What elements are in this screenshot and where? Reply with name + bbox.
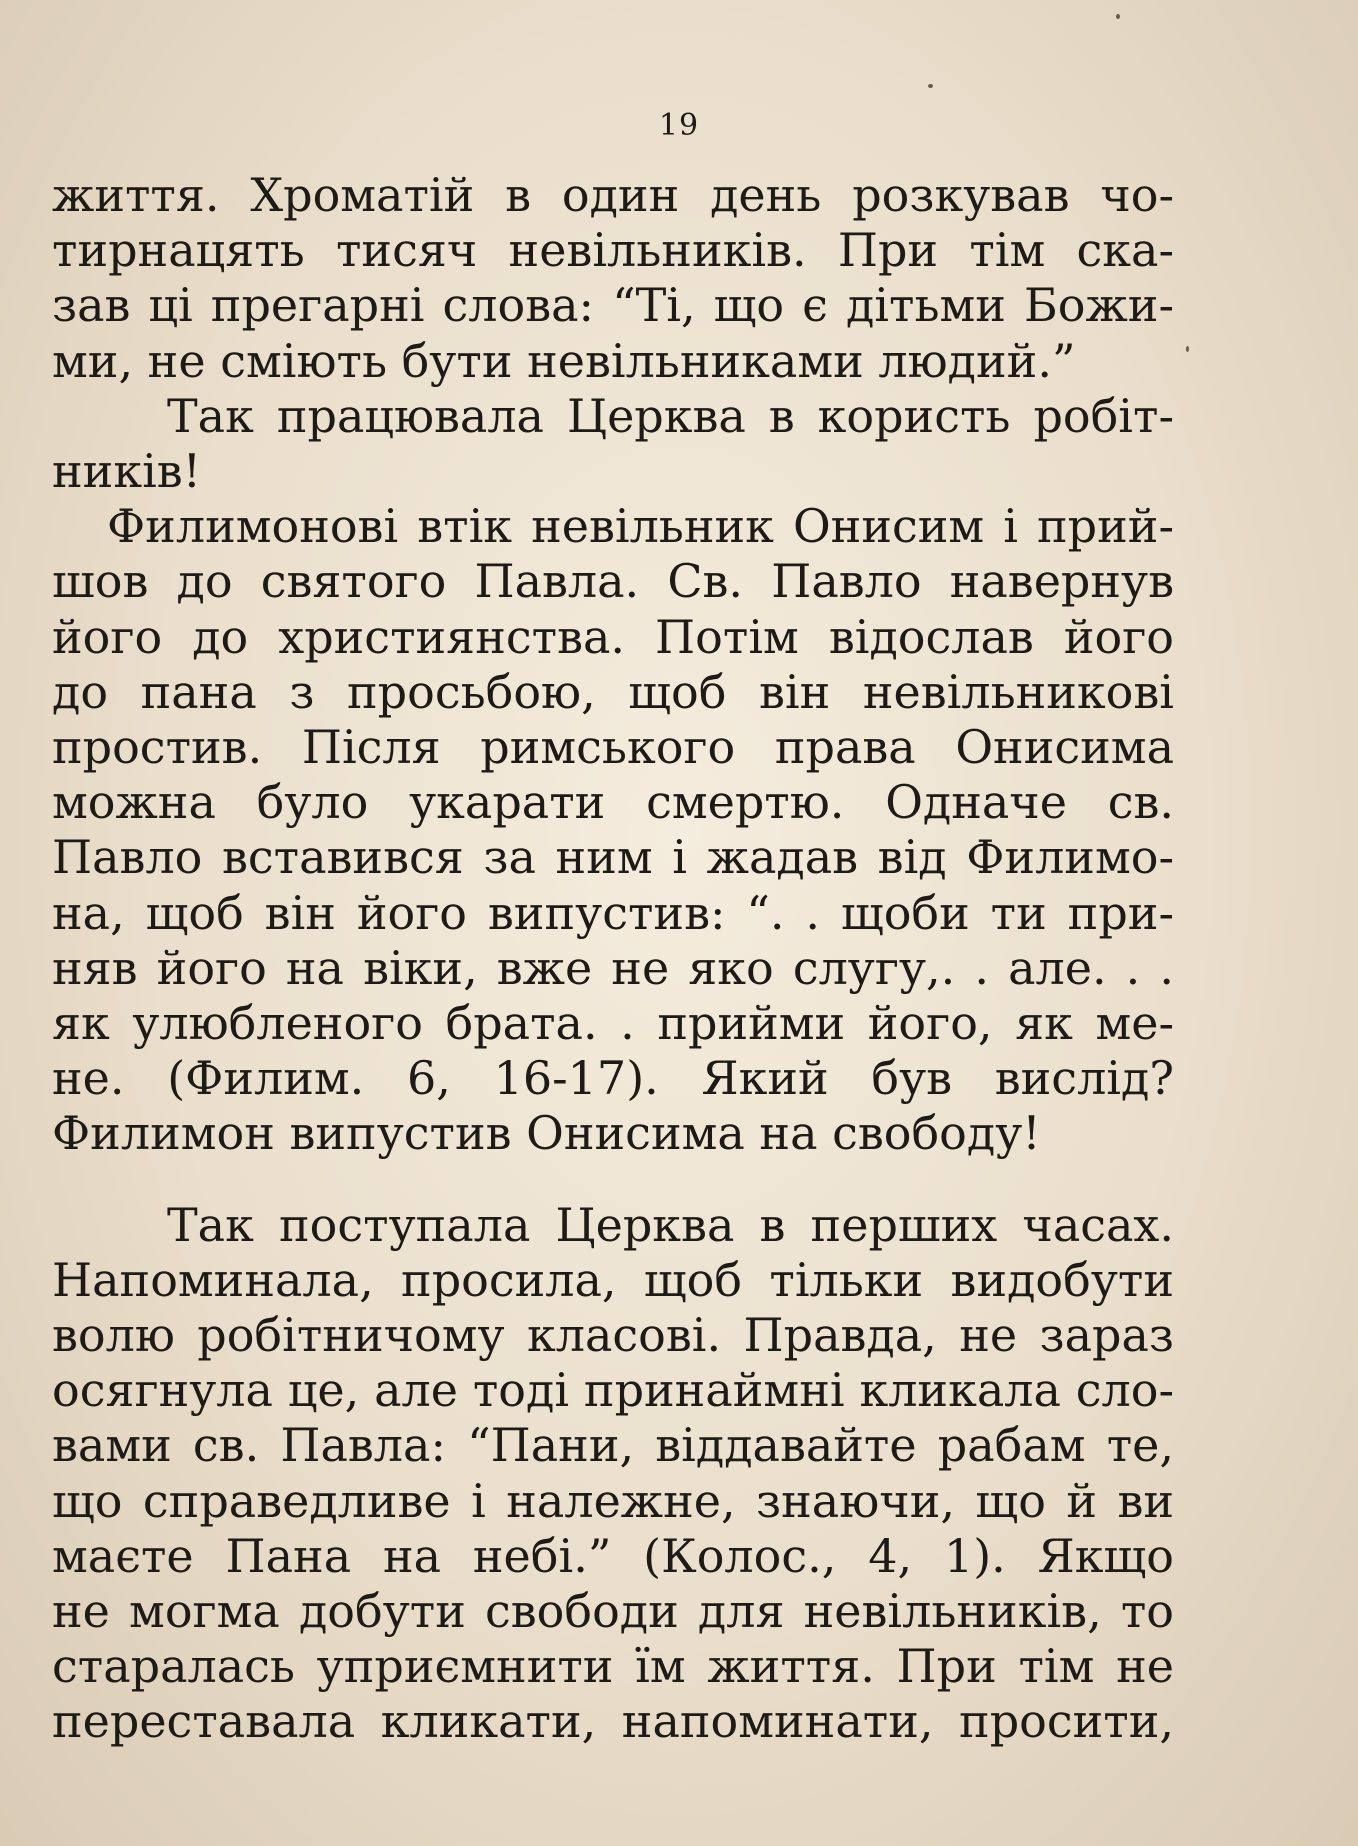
paper-speck <box>1116 14 1120 19</box>
text-line: переставала кликати, напоминати, просити, <box>52 1694 1174 1749</box>
text-line: можна було укарати смертю. Одначе св. <box>52 775 1174 830</box>
text-line: шов до святого Павла. Св. Павло навернув <box>52 554 1174 609</box>
text-line: Филимонові втік невільник Онисим і прий- <box>107 499 1174 554</box>
paragraph-3 <box>52 499 1174 1161</box>
text-line: що справедливе і належне, знаючи, що й ви <box>52 1473 1174 1528</box>
text-line: до пана з просьбою, щоб він невільникові <box>52 664 1174 719</box>
text-line: Павло вставився за ним і жадав від Филимо- <box>52 830 1174 885</box>
text-line: як улюбленого брата. . прийми його, як ме- <box>52 996 1174 1051</box>
paper-speck <box>1186 346 1189 352</box>
text-line: волю робітничому класові. Правда, не зараз <box>52 1308 1174 1363</box>
text-line: осягнула це, але тоді принаймні кликала сло- <box>52 1363 1174 1418</box>
text-line: няв його на віки, вже не яко слугу,. . але. . . <box>52 940 1174 995</box>
paragraph-1 <box>52 168 1174 389</box>
text-line: Так працювала Церква в користь робіт- <box>167 388 1174 443</box>
text-line: ми, не сміють бути невільниками людий.” <box>52 333 1076 388</box>
text-line: не. (Филим. 6, 16-17). Який був вислід? <box>52 1051 1174 1106</box>
text-line: його до християнства. Потім відослав його <box>52 609 1174 664</box>
paragraph-2 <box>52 389 1174 499</box>
text-line: вами св. Павла: “Пани, віддавайте рабам те, <box>52 1418 1174 1473</box>
paragraph-gap <box>52 1162 1174 1198</box>
text-line: простив. Після римського права Онисима <box>52 720 1174 775</box>
text-line: Так поступала Церква в перших часах. <box>167 1197 1174 1252</box>
text-line: старалась уприємнити їм життя. При тім не <box>52 1639 1174 1694</box>
paragraph-4 <box>52 1198 1174 1750</box>
text-line: тирнацять тисяч невільників. При тім ска- <box>52 223 1174 278</box>
text-line: життя. Хроматій в один день розкував чо- <box>52 168 1174 222</box>
text-line: Филимон випустив Онисима на свободу! <box>52 1106 1041 1161</box>
text-line: маєте Пана на небі.” (Колос., 4, 1). Якщо <box>52 1528 1174 1583</box>
page-number: 19 <box>658 108 700 143</box>
paper-speck <box>928 84 933 88</box>
text-line: ників! <box>52 444 202 499</box>
page-body <box>52 168 1174 1750</box>
text-line: не могма добути свободи для невільників, то <box>52 1584 1174 1639</box>
text-line: Напоминала, просила, щоб тільки видобути <box>52 1252 1174 1307</box>
text-line: зав ці прегарні слова: “Ті, що є дітьми Божи- <box>52 278 1174 333</box>
text-line: на, щоб він його випустив: “. . щоби ти при- <box>52 885 1174 940</box>
